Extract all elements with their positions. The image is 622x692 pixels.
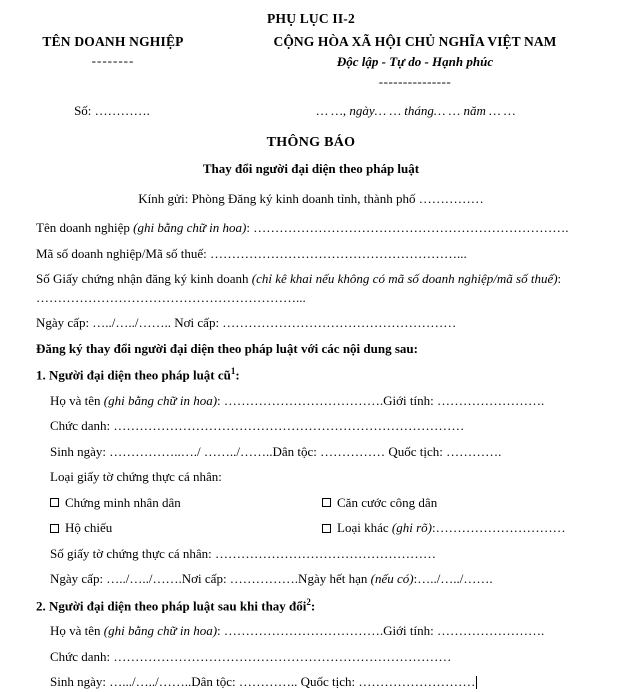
s1-id-issue-label-b: :…../…../……. (413, 571, 493, 587)
checkbox-icon[interactable] (322, 524, 331, 533)
s1-id-number-field: Số giấy tờ chứng thực cá nhân: …………………………………………… (50, 545, 437, 561)
s2-fullname-field (36, 622, 586, 640)
s1-id-options-row-2 (36, 519, 586, 537)
annex-title: PHỤ LỤC II-2 (267, 11, 355, 26)
s1-fullname-field (36, 392, 586, 410)
business-certificate-label: Số Giấy chứng nhận đăng ký kinh doanh (36, 271, 252, 287)
document-number: Số: …………. (74, 103, 150, 119)
s1-id-issue-field (36, 570, 586, 588)
section-1-heading (36, 365, 586, 385)
s2-position-field: Chức danh: …………………………………………………………………… (50, 648, 452, 664)
s1-id-option-passport-label: Hộ chiếu (65, 520, 113, 536)
s1-id-option-other-value: :………………………… (431, 520, 566, 536)
s1-id-option-other-hint: (ghi rõ) (391, 520, 432, 536)
section-2-heading-colon: : (310, 597, 316, 613)
s1-birth-field: Sinh ngày: ……………..…./ ……../……..Dân tộc: …………… Quốc tịch: …………. (50, 443, 502, 459)
number-date-row (0, 102, 622, 120)
s2-fullname-value: : ……………………………….Giới tính: ……………………. (217, 623, 545, 639)
enterprise-code-label: Mã số doanh nghiệp/Mã số thuế (36, 245, 204, 261)
issue-date-field: Ngày cấp: …../…../…….. Nơi cấp: ……………………………………………… (36, 315, 457, 331)
enterprise-code-value: : …………………………………………………... (203, 245, 467, 261)
section-1-footnote-marker: 1 (230, 366, 236, 377)
s1-id-option-other-label: Loại khác (337, 520, 392, 536)
header-left-block (0, 32, 218, 71)
s1-fullname-value: : ……………………………….Giới tính: ……………………. (217, 392, 545, 408)
document-header (0, 32, 622, 91)
section-2-heading-text: 2. Người đại diện theo pháp luật sau khi thay đổi (36, 597, 307, 613)
s2-birth-label: Sinh ngày: ….../…../……..Dân tộc: ………….. Quốc tịch: ……………………… (50, 674, 476, 690)
section-1-heading-text: 1. Người đại diện theo pháp luật cũ (36, 367, 231, 383)
header-right-block (218, 32, 622, 91)
s1-fullname-hint: (ghi bằng chữ in hoa) (103, 392, 218, 408)
s1-id-issue-label-a: Ngày cấp: …../…../…….Nơi cấp: …………….Ngày hết hạn (50, 571, 371, 587)
s2-birth-field (36, 673, 586, 691)
s1-id-option-citizenid[interactable] (322, 494, 586, 512)
document-title: THÔNG BÁO (266, 134, 356, 150)
right-divider-dashes: --------------- (378, 73, 452, 89)
s1-id-option-other[interactable] (322, 519, 586, 537)
business-certificate-hint: (chỉ kê khai nếu không có mã số doanh nghiệp/mã số thuế) (251, 271, 558, 287)
business-certificate-field (36, 270, 586, 307)
section-2-heading (36, 596, 586, 616)
enterprise-name-field (36, 219, 586, 237)
business-certificate-value: : ……………………………………………………... (36, 271, 562, 305)
s1-id-options-row-1 (36, 494, 586, 512)
enterprise-name-title: TÊN DOANH NGHIỆP (42, 34, 184, 50)
enterprise-name-value: : ………………………………………………………………. (246, 220, 569, 236)
checkbox-icon[interactable] (50, 498, 59, 507)
s1-id-issue-hint: (nếu có) (370, 571, 414, 587)
text-cursor (476, 676, 477, 689)
left-divider-dashes: -------- (91, 53, 135, 69)
s1-id-option-idcard-label: Chứng minh nhân dân (65, 494, 181, 510)
s1-id-option-citizenid-label: Căn cước công dân (337, 494, 438, 510)
document-date: … …, ngày… … tháng… … năm … … (316, 103, 516, 119)
s1-fullname-label: Họ và tên (50, 392, 104, 408)
checkbox-icon[interactable] (322, 498, 331, 507)
s1-position-field: Chức danh: ……………………………………………………………………… (50, 418, 465, 434)
section-2-footnote-marker: 2 (306, 596, 311, 607)
enterprise-code-field (36, 245, 586, 263)
national-title: CỘNG HÒA XÃ HỘI CHỦ NGHĨA VIỆT NAM (273, 34, 557, 50)
document-body (0, 219, 622, 691)
s2-fullname-hint: (ghi bằng chữ in hoa) (103, 623, 218, 639)
checkbox-icon[interactable] (50, 524, 59, 533)
s1-id-option-passport[interactable] (50, 519, 322, 537)
registration-statement: Đăng ký thay đổi người đại diện theo pháp luật với các nội dung sau: (36, 340, 418, 356)
addressee-line: Kính gửi: Phòng Đăng ký kinh doanh tỉnh, thành phố …………… (138, 191, 484, 206)
enterprise-name-label: Tên doanh nghiệp (36, 220, 134, 236)
section-1-heading-colon: : (235, 367, 240, 383)
national-motto: Độc lập - Tự do - Hạnh phúc (336, 54, 494, 70)
document-subtitle: Thay đổi người đại diện theo pháp luật (202, 160, 420, 176)
enterprise-name-hint: (ghi bằng chữ in hoa) (133, 220, 247, 236)
s1-id-option-idcard[interactable] (50, 494, 322, 512)
s1-id-type-label: Loại giấy tờ chứng thực cá nhân: (50, 469, 222, 485)
s2-fullname-label: Họ và tên (50, 623, 104, 639)
